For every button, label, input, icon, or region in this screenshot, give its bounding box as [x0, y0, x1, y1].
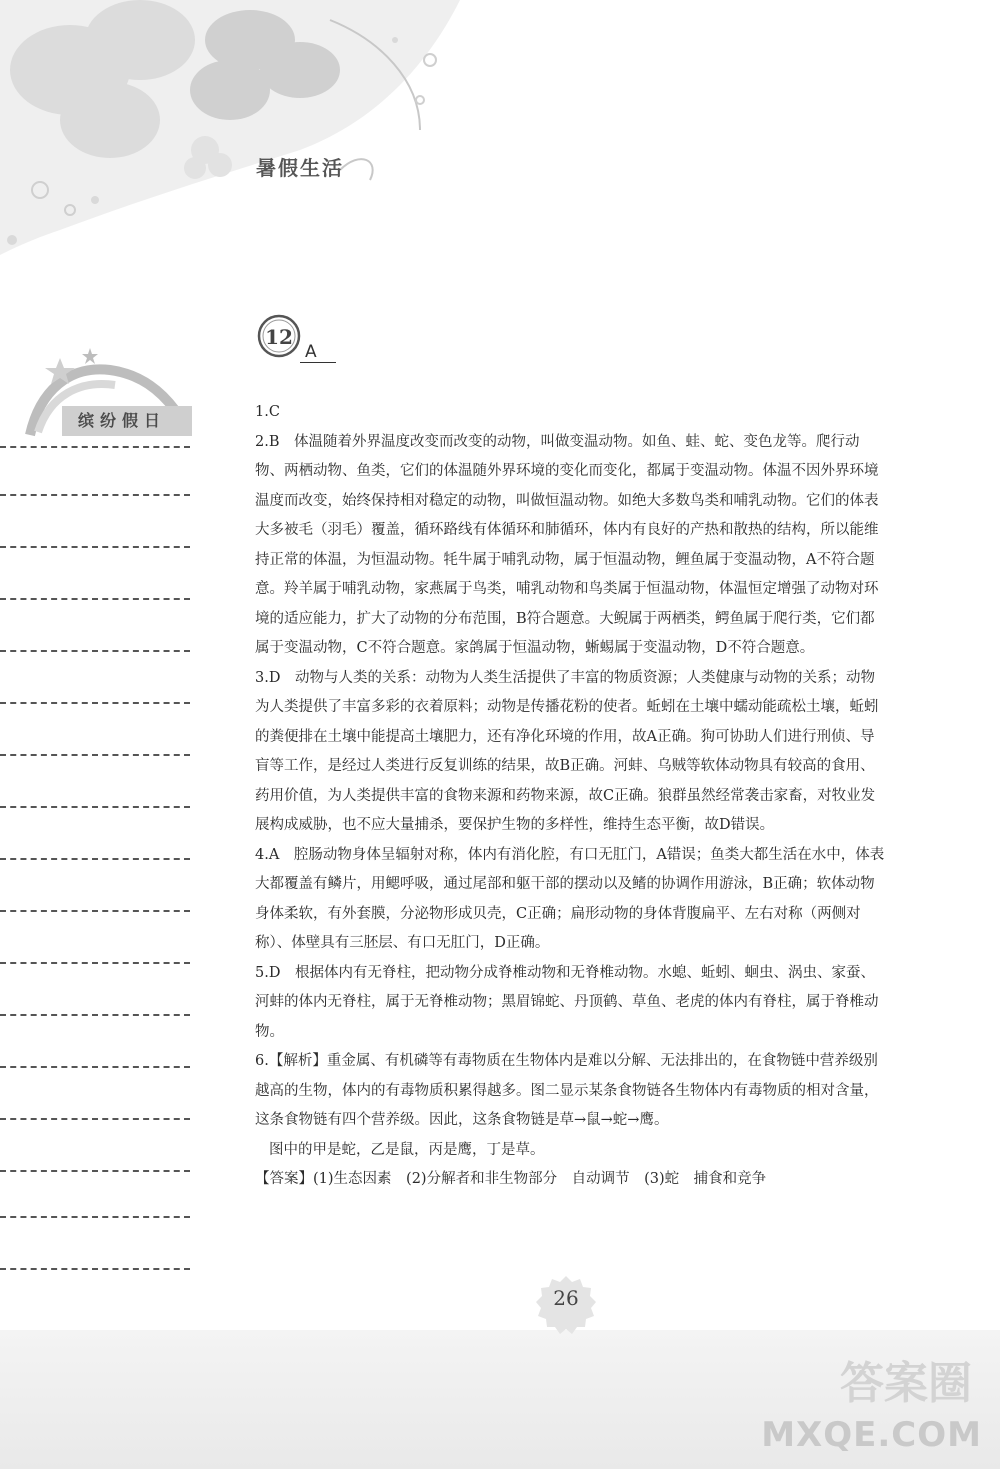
note-line [0, 806, 190, 808]
question-item [255, 1047, 885, 1136]
note-line [0, 754, 190, 756]
answer-content [255, 398, 885, 1195]
watermark-url: MXQE.COM [761, 1415, 982, 1455]
question-number: 6. [255, 1053, 269, 1069]
question-item [255, 664, 885, 841]
note-line [0, 910, 190, 912]
badge-label: 缤纷假日 [77, 411, 166, 430]
note-line [0, 858, 190, 860]
section-rule [300, 362, 336, 363]
note-line [0, 1216, 190, 1218]
watermark-logo: 答案圈 [840, 1358, 972, 1409]
header-title: 暑假生活 [256, 156, 344, 180]
question-number: 1. [255, 404, 269, 420]
question-text: A 腔肠动物身体呈辐射对称，体内有消化腔，有口无肛门，A错误；鱼类大都生活在水中，体表大都覆盖有鳞片，用鳃呼吸，通过尾部和躯干部的摆动以及鳍的协调作用游泳，B正确；软体动物身体柔软，有外套膜，分泌物形成贝壳，C正确；扁形动物的身体背腹扁平、左右对称（两侧对称）、体壁具有三胚层、有口无肛门，D正确。 [255, 846, 885, 951]
question-number: 5. [255, 964, 269, 981]
note-line [0, 546, 190, 548]
question-text: 【解析】重金属、有机磷等有毒物质在生物体内是难以分解、无法排出的，在食物链中营养级别越高的生物，体内的有毒物质积累得越多。图二显示某条食物链各生物体内有毒物质的相对含量，这条食物链有四个营养级。因此，这条食物链是草→鼠→蛇→鹰。 [255, 1053, 879, 1128]
question-number: 4. [255, 846, 269, 863]
page-number: 26 [553, 1286, 579, 1310]
note-line [0, 1066, 190, 1068]
answer-line: 【答案】(1)生态因素 (2)分解者和非生物部分 自动调节 (3)蛇 捕食和竞争 [255, 1171, 767, 1187]
question-text: B 体温随着外界温度改变而改变的动物，叫做变温动物。如鱼、蛙、蛇、变色龙等。爬行动物、两栖动物、鱼类，它们的体温随外界环境的变化而变化，都属于变温动物。体温不因外界环境温度而改变，始终保持相对稳定的动物，叫做恒温动物。如绝大多数鸟类和哺乳动物。它们的体表大多被毛（羽毛）覆盖，循环路线有体循环和肺循环，体内有良好的产热和散热的结构，所以能维持正常的体温，为恒温动物。牦牛属于哺乳动物，属于恒温动物，鲤鱼属于变温动物，A不符合题意。羚羊属于哺乳动物，家燕属于鸟类，哺乳动物和鸟类属于恒温动物，体温恒定增强了动物对环境的适应能力，扩大了动物的分布范围，B符合题意。大鲵属于两栖类，鳄鱼属于爬行类，它们都属于变温动物，C不符合题意。家鸽属于恒温动物，蜥蜴属于变温动物，D不符合题意。 [255, 433, 879, 656]
question-item [255, 398, 885, 428]
question-number: 3. [255, 669, 269, 686]
section-number: 12 [265, 325, 293, 349]
question-item [255, 841, 885, 959]
question-item [255, 959, 885, 1048]
question-text: C [268, 404, 280, 420]
question-text: D 根据体内有无脊柱，把动物分成脊椎动物和无脊椎动物。水螅、蚯蚓、蛔虫、涡虫、家蚕、河蚌的体内无脊柱，属于无脊椎动物；黑眉锦蛇、丹顶鹤、草鱼、老虎的体内有脊柱，属于脊椎动物。 [255, 964, 879, 1040]
note-line [0, 962, 190, 964]
note-line [0, 446, 190, 448]
note-line [0, 494, 190, 496]
note-line [0, 598, 190, 600]
floral-decoration [0, 0, 1000, 280]
note-line [0, 1014, 190, 1016]
note-line [0, 1118, 190, 1120]
note-line [0, 1268, 190, 1270]
question-number: 2. [255, 433, 269, 450]
section-letter: A [305, 342, 317, 362]
note-line [0, 1170, 190, 1172]
question-item [255, 428, 885, 664]
note-line [0, 650, 190, 652]
question-text: D 动物与人类的关系：动物为人类生活提供了丰富的物质资源；人类健康与动物的关系；动物为人类提供了丰富多彩的衣着原料；动物是传播花粉的使者。蚯蚓在土壤中蠕动能疏松土壤，蚯蚓的粪便排在土壤中能提高土壤肥力，还有净化环境的作用，故A正确。狗可协助人们进行刑侦、导盲等工作，是经过人类进行反复训练的结果，故B正确。河蚌、乌贼等软体动物具有较高的食用、药用价值，为人类提供丰富的食物来源和药物来源，故C正确。狼群虽然经常袭击家畜，对牧业发展构成威胁，也不应大量捕杀，要保护生物的多样性，维持生态平衡，故D错误。 [255, 669, 879, 833]
analysis-extra-line: 图中的甲是蛇，乙是鼠，丙是鹰，丁是草。 [269, 1141, 545, 1158]
note-line [0, 702, 190, 704]
